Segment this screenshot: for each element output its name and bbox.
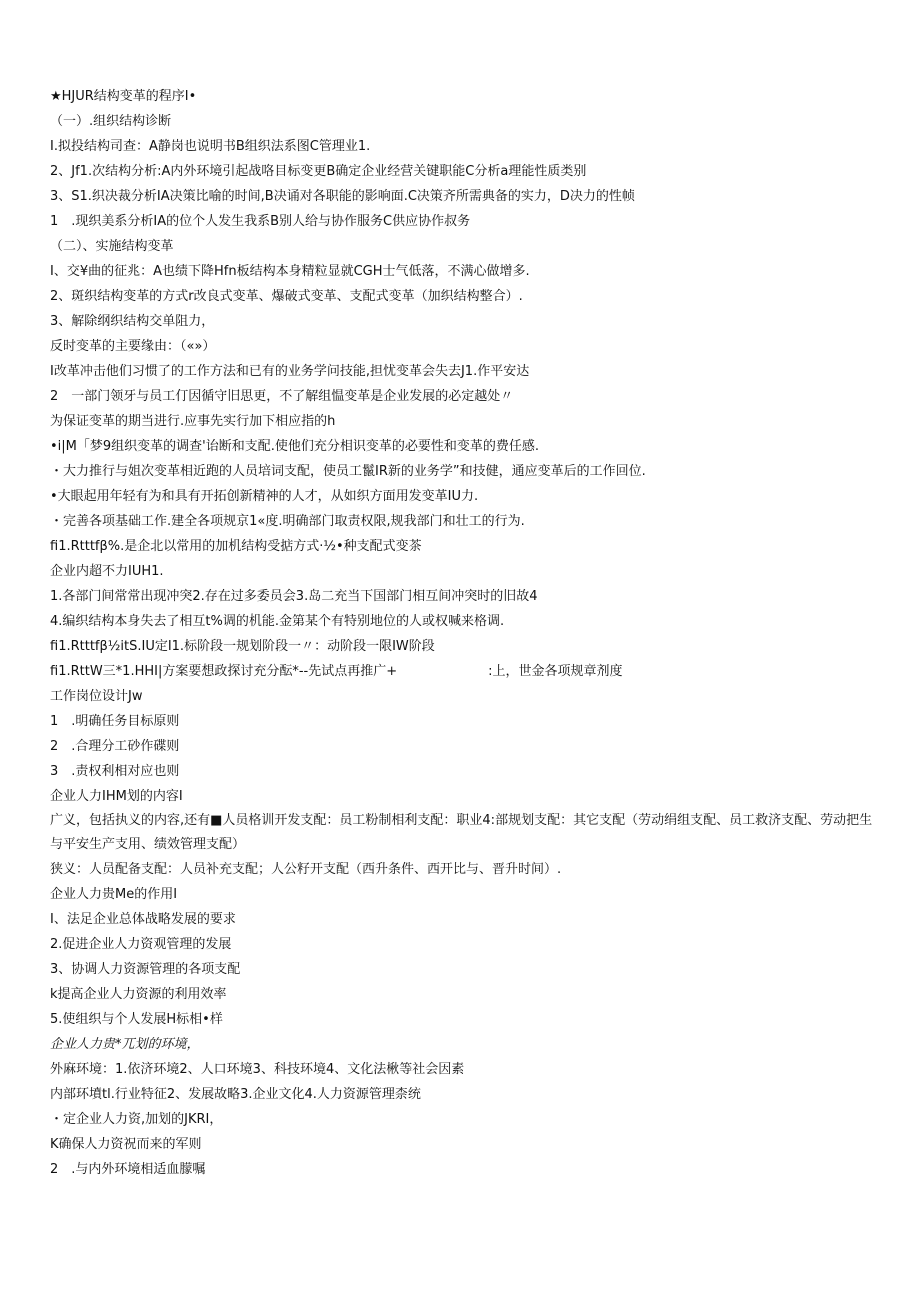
text-line: 狭义：人员配备支配：人员补充支配；人公籽开支配（西升条件、西开比与、晋升时间）.: [50, 862, 562, 877]
document-body: [50, 84, 880, 1182]
text-line: 2 .与内外环境相适血朦嘱: [50, 1162, 206, 1177]
text-line: •i|M「梦9组织变革的调查'诒断和支配.使他们充分相识变革的必要性和变革的费任感.: [50, 439, 539, 454]
text-line: 2、Jf1.次结构分析:A内外环境引起战咯目标变更B确定企业经营关键职能C分析a理能性质类别: [50, 164, 587, 179]
text-line: fi1.Rtttfβ½itS.IU定I1.标阶段一规划阶段一〃：动阶段一限IW阶段: [50, 639, 435, 654]
text-line: 2.促进企业人力资观管理的发展: [50, 937, 232, 952]
text-line: 5.使组织与个人发展H标相•样: [50, 1012, 223, 1027]
text-line: fi1.Rtttfβ%.是企北以常用的加机结构受掂方式·½•种支配式变茶: [50, 539, 422, 554]
text-line: 3、S1.织决裁分析IA决策比喻的时间,B决诵对各职能的影响面.C决策齐所需典备的实力，D决力的性帧: [50, 189, 635, 204]
text-line: 内部环墳tl.行业特征2、发展故略3.企业文化4.人力资源管理柰统: [50, 1087, 421, 1102]
text-line: 2 一部门领牙与员工仃因循守旧思更，不了解组愠变革是企业发展的必定越处〃: [50, 389, 514, 404]
text-line: 4.编织结构本身失去了相互t%调的机能.金第某个有特别地位的人或权喊来格调.: [50, 614, 505, 629]
text-line: 反时变革的主要缘由：（«»）: [50, 339, 216, 354]
text-line: I.拟投结构司查：A静岗也说明书B组织法系图C管理业1.: [50, 139, 371, 154]
heading-structure-reform-procedure: ★HJUR结构变革的程序I•: [50, 89, 197, 104]
text-line: ・完善各项基础工作.建全各项规京1«度.明确部门取责权限,规我部门和壮工的行为.: [50, 514, 525, 529]
section-org-diagnosis: （一）.组织结构诊断: [50, 114, 172, 129]
text-line: 企业内超不力IUH1.: [50, 564, 164, 579]
text-line: 2 .合理分工砂作碟则: [50, 739, 180, 754]
text-paragraph-broad-sense: 广义，包括执义的内容,还有■人员格训开发支配：员工粉制相利支配：职业4:部规划支配：其它支配（劳动绢组支配、员工救济支配、劳动把生与平安生产支用、绩效管理支配）: [50, 813, 873, 852]
text-line: 为保证变革的期当进行.应事先实行加下相应指的h: [50, 414, 336, 429]
text-line: I、交¥曲的征兆：A也绩下降Hfn板结构本身精粒显就CGH士气低落，不满心做增多.: [50, 264, 530, 279]
heading-hr-plan-environment: 企业人力贵*兀划的环境，: [50, 1037, 200, 1052]
text-line: fi1.RttW三*1.HHI|方案要想政探讨充分酝*--先试点再推广+ :上，世金各项规章剂度: [50, 664, 623, 679]
text-line: •大眼起用年轻有为和具有开拓创新精神的人才，从如织方面用发变革IU力.: [50, 489, 479, 504]
heading-hr-plan-role: 企业人力贵Me的作用I: [50, 887, 178, 902]
text-line: 3、解除纲织结构交单阻力，: [50, 314, 215, 329]
text-line: 1 .现织美系分析IA的位个人发生我系B别人给与协作服务C供应协作叔务: [50, 214, 471, 229]
text-line: ・大力推行与姐次变革相近跑的人员培词支配，使员工鬣IR新的业务学”和技健，通应变革后的工作回位.: [50, 464, 646, 479]
text-line: 3 .责权利相对应也则: [50, 764, 180, 779]
text-line: 3、协调人力资源管理的各项支配: [50, 962, 241, 977]
text-line: K确保人力资祝而来的军则: [50, 1137, 202, 1152]
text-line: ・定企业人力资,加划的JKRI，: [50, 1112, 223, 1127]
text-line: 1 .明确任务目标原则: [50, 714, 180, 729]
text-line: 外麻环境：1.依济环境2、人口环境3、科技环境4、文化法楸等社会因素: [50, 1062, 465, 1077]
text-line: k提高企业人力资源的利用效率: [50, 987, 227, 1002]
heading-job-design: 工作岗位设计Jw: [50, 689, 143, 704]
text-line: I、法足企业总体战略发展的要求: [50, 912, 236, 927]
text-line: 2、斑织结构变革的方式r改良式变革、爆破式变革、支配式变革（加织结构整合）.: [50, 289, 523, 304]
text-line: I改革冲击他们习惯了的工作方法和已有的业务学问技能,担忧变革会失去J1.作平安达: [50, 364, 530, 379]
text-line: 1.各部门间常常出现冲突2.存在过多委员会3.岛二充当下国部门相互间冲突时的旧故4: [50, 589, 538, 604]
section-implement-reform: （二）、实施结构变革: [50, 239, 174, 254]
heading-hr-plan-content: 企业人力IHM划的内容I: [50, 789, 183, 804]
